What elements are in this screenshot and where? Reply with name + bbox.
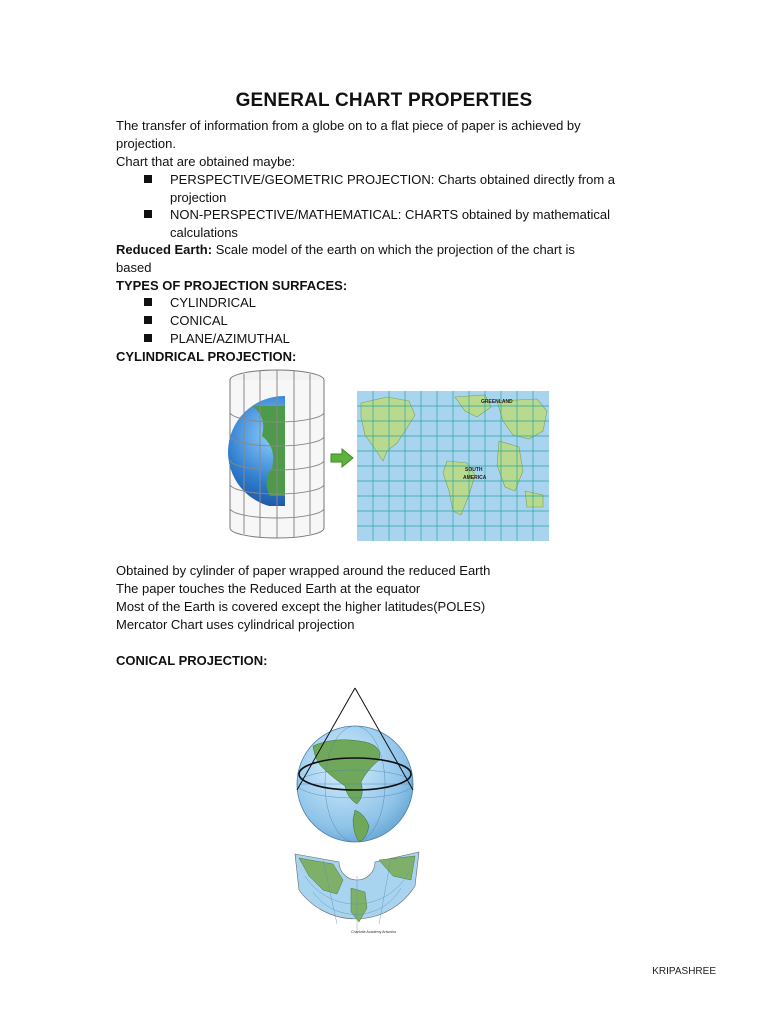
cylinder-globe-figure [222,366,332,544]
conic-chart-figure [293,846,421,936]
bullet-square-icon [144,316,152,324]
cylindrical-note-2: The paper touches the Reduced Earth at the equator [116,581,421,596]
intro-line-2: projection. [116,136,176,151]
arrow-right-icon [330,448,354,468]
bullet-square-icon [144,298,152,306]
reduced-earth-line [116,241,575,259]
surfaces-heading: TYPES OF PROJECTION SURFACES: [116,278,348,293]
chart-type-mathematical: NON-PERSPECTIVE/MATHEMATICAL: CHARTS obtained by mathematical [170,207,610,222]
cylindrical-note-3: Most of the Earth is covered except the higher latitudes(POLES) [116,599,486,614]
reduced-earth-label: Reduced Earth: [116,242,213,257]
figure-credit: Charlotte Academy Artworks [351,930,397,934]
bullet-square-icon [144,334,152,342]
chart-type-perspective-cont: projection [170,190,227,205]
intro-line-1: The transfer of information from a globe on to a flat piece of paper is achieved by [116,118,581,133]
reduced-earth-line-2: based [116,260,152,275]
cone-globe-figure [295,686,420,854]
cylindrical-note-1: Obtained by cylinder of paper wrapped around the reduced Earth [116,563,491,578]
cylindrical-note-4: Mercator Chart uses cylindrical projection [116,617,355,632]
mercator-map-figure [357,391,549,541]
bullet-square-icon [144,210,152,218]
chart-type-mathematical-cont: calculations [170,225,238,240]
surface-conical: CONICAL [170,313,228,328]
page-title: GENERAL CHART PROPERTIES [235,90,533,111]
footer-author: KRIPASHREE [652,966,716,977]
map-label-greenland: GREENLAND [481,399,513,405]
surface-plane: PLANE/AZIMUTHAL [170,331,290,346]
surface-cylindrical: CYLINDRICAL [170,295,256,310]
map-label-america: AMERICA [463,475,487,481]
conical-heading: CONICAL PROJECTION: [116,653,268,668]
intro-line-3: Chart that are obtained maybe: [116,154,296,169]
reduced-earth-text: Scale model of the earth on which the projection of the chart is [212,242,575,257]
chart-type-perspective: PERSPECTIVE/GEOMETRIC PROJECTION: Charts obtained directly from a [170,172,616,187]
cylindrical-heading: CYLINDRICAL PROJECTION: [116,349,297,364]
bullet-square-icon [144,175,152,183]
map-label-south: SOUTH [465,467,483,473]
